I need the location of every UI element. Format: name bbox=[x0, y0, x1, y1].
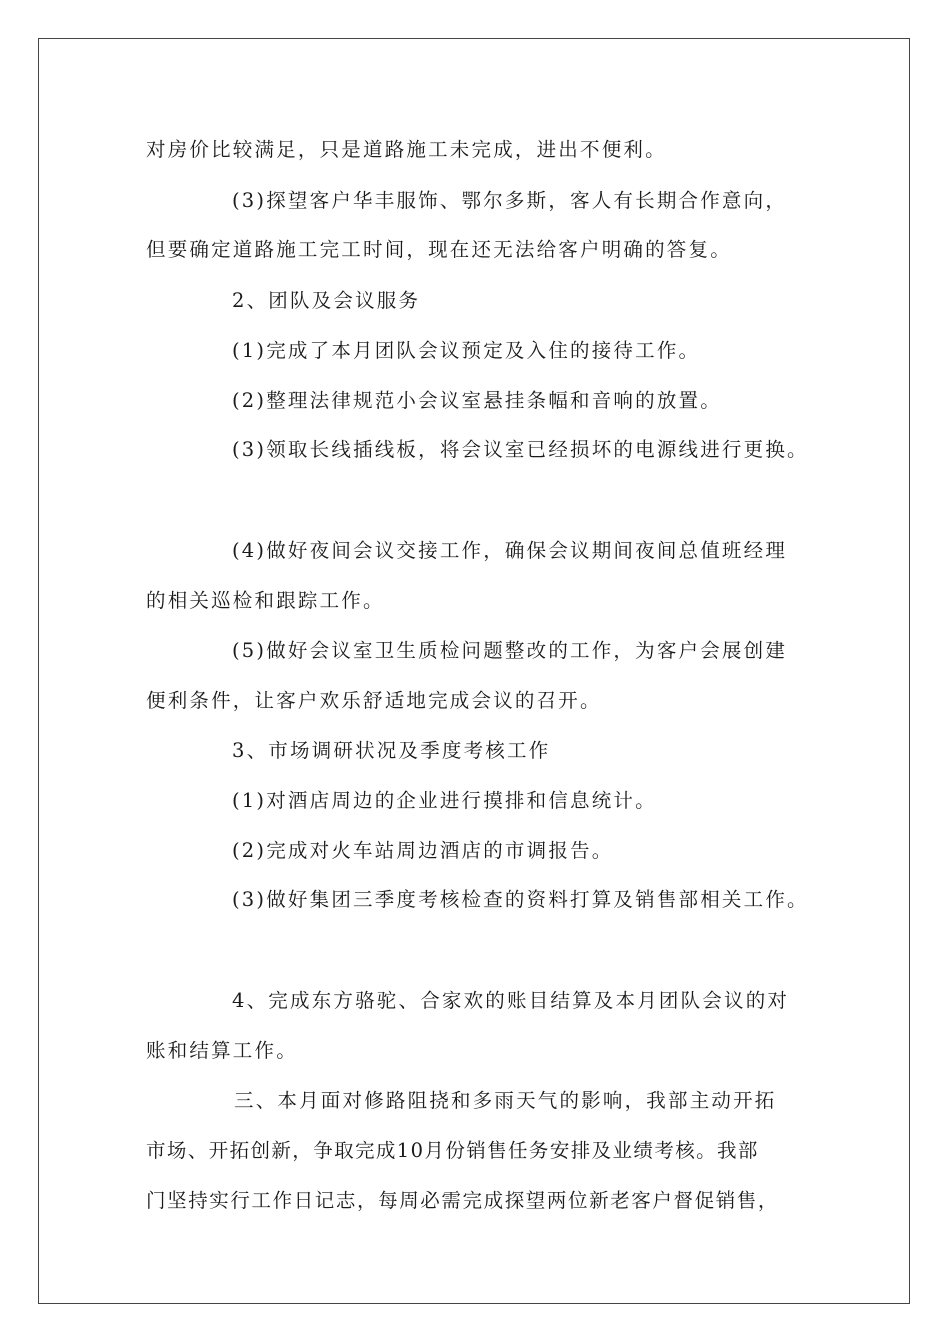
body-text-line: (2)完成对火车站周边酒店的市调报告。 bbox=[232, 839, 614, 862]
body-text-line: (2)整理法律规范小会议室悬挂条幅和音响的放置。 bbox=[232, 389, 722, 412]
body-text-line: 但要确定道路施工完工时间，现在还无法给客户明确的答复。 bbox=[146, 238, 732, 261]
body-text-line: (3)领取长线插线板，将会议室已经损坏的电源线进行更换。 bbox=[232, 438, 809, 461]
page-border bbox=[38, 38, 910, 1304]
section-heading: 2、团队及会议服务 bbox=[232, 289, 421, 312]
body-text-line: 门坚持实行工作日记志，每周必需完成探望两位新老客户督促销售， bbox=[146, 1189, 780, 1212]
body-text-line: (3)做好集团三季度考核检查的资料打算及销售部相关工作。 bbox=[232, 888, 809, 911]
body-text-line: (3)探望客户华丰服饰、鄂尔多斯，客人有长期合作意向， bbox=[232, 189, 788, 212]
body-text-line: 三、本月面对修路阻挠和多雨天气的影响，我部主动开拓 bbox=[234, 1089, 777, 1112]
body-text-line: 对房价比较满足，只是道路施工未完成，进出不便利。 bbox=[146, 138, 667, 161]
body-text-line: (1)对酒店周边的企业进行摸排和信息统计。 bbox=[232, 789, 657, 812]
body-text-line: (1)完成了本月团队会议预定及入住的接待工作。 bbox=[232, 339, 701, 362]
body-text-line: 市场、开拓创新，争取完成10月份销售任务安排及业绩考核。我部 bbox=[146, 1139, 759, 1162]
body-text-line: 4、完成东方骆驼、合家欢的账目结算及本月团队会议的对 bbox=[232, 989, 790, 1012]
body-text-line: (5)做好会议室卫生质检问题整改的工作，为客户会展创建 bbox=[232, 639, 788, 662]
body-text-line: 账和结算工作。 bbox=[146, 1039, 298, 1062]
body-text-line: 的相关巡检和跟踪工作。 bbox=[146, 589, 385, 612]
body-text-line: (4)做好夜间会议交接工作，确保会议期间夜间总值班经理 bbox=[232, 539, 788, 562]
body-text-line: 便利条件，让客户欢乐舒适地完成会议的召开。 bbox=[146, 689, 602, 712]
section-heading: 3、市场调研状况及季度考核工作 bbox=[232, 739, 551, 762]
